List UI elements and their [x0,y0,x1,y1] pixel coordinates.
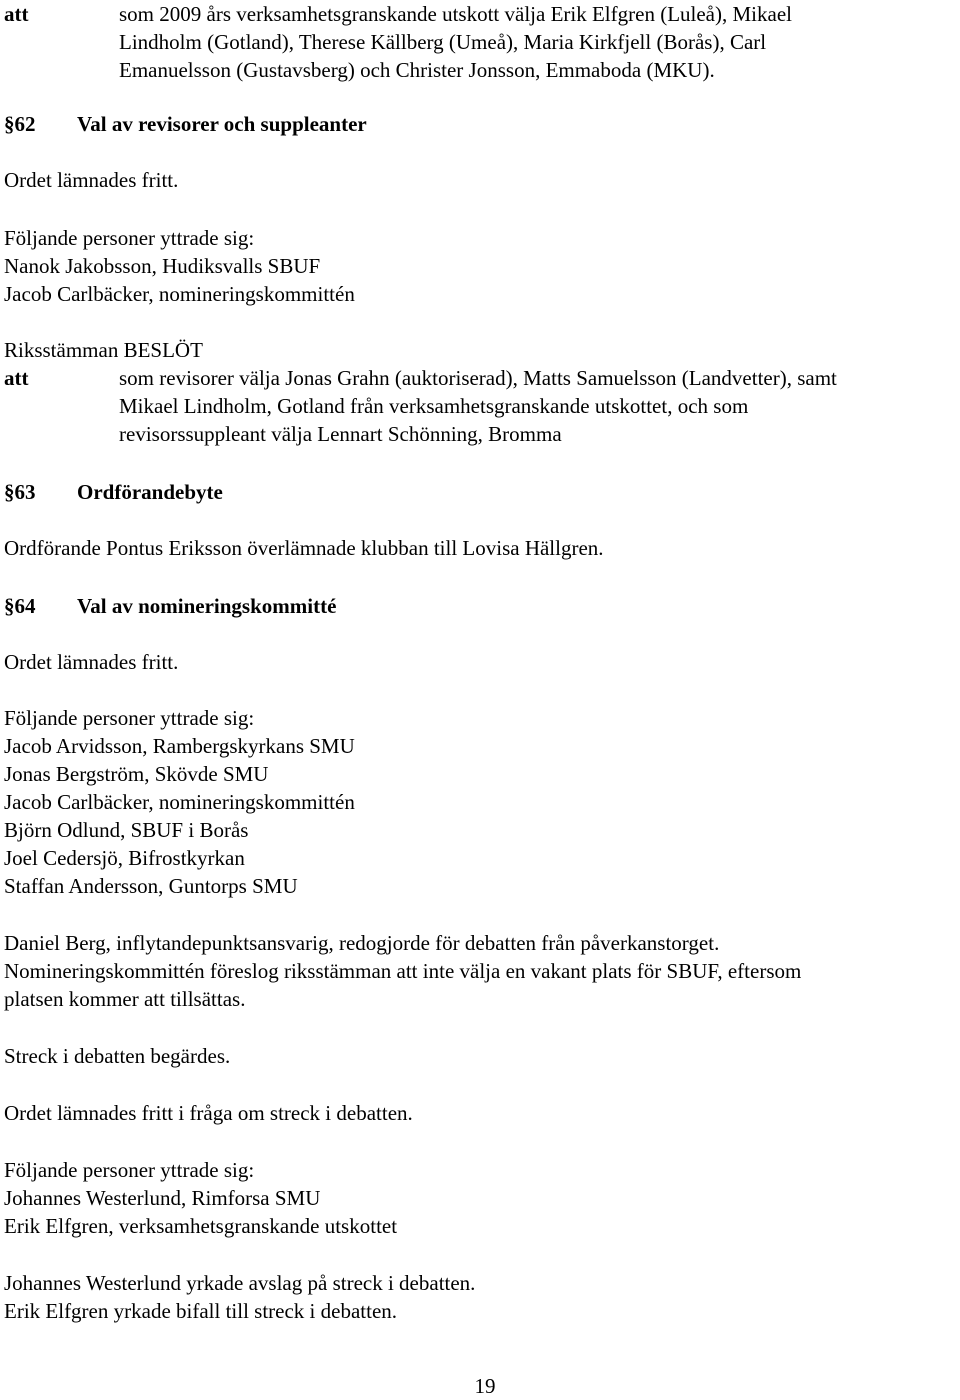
decision-text-line: Emanuelsson (Gustavsberg) och Christer Jonsson, Emmaboda (MKU). [119,58,715,82]
decision-text-line: som revisorer välja Jonas Grahn (auktoriserad), Matts Samuelsson (Landvetter), samt [119,366,837,390]
speaker-item: Jacob Carlbäcker, nomineringskommittén [4,282,355,306]
streck-statement: Streck i debatten begärdes. [4,1044,231,1068]
section-sign: § [4,112,15,136]
speaker-item: Björn Odlund, SBUF i Borås [4,818,249,842]
section-heading-64 [4,592,337,620]
speaker-item: Nanok Jakobsson, Hudiksvalls SBUF [4,254,321,278]
speaker-item: Staffan Andersson, Guntorps SMU [4,874,298,898]
att-label: att [4,2,29,26]
att-label: att [4,366,29,390]
section-heading-62 [4,110,367,138]
section-number: §64 [4,594,36,618]
section-title: Val av nomineringskommitté [77,594,337,618]
decision-heading: Riksstämman BESLÖT [4,338,203,362]
decision-text-line: som 2009 års verksamhetsgranskande utskott välja Erik Elfgren (Luleå), Mikael [119,2,792,26]
section-number: §63 [4,480,36,504]
paragraph: Ordförande Pontus Eriksson överlämnade klubban till Lovisa Hällgren. [4,536,604,560]
speaker-item: Johannes Westerlund, Rimforsa SMU [4,1186,321,1210]
paragraph-line: platsen kommer att tillsättas. [4,987,246,1011]
paragraph-line: Nomineringskommittén föreslog riksstämman att inte välja en vakant plats för SBUF, eftersom [4,959,802,983]
section-heading-63 [4,478,223,506]
speakers-heading: Följande personer yttrade sig: [4,706,255,730]
speaker-item: Joel Cedersjö, Bifrostkyrkan [4,846,245,870]
section-title: Val av revisorer och suppleanter [77,112,367,136]
section-sign: § [4,594,15,618]
section-number: §62 [4,112,36,136]
decision-text-line: Lindholm (Gotland), Therese Källberg (Umeå), Maria Kirkfjell (Borås), Carl [119,30,767,54]
decision-text-line: revisorssuppleant välja Lennart Schönning, Bromma [119,422,562,446]
speaker-item: Jacob Carlbäcker, nomineringskommittén [4,790,355,814]
speakers-heading: Följande personer yttrade sig: [4,226,255,250]
speaker-item: Jacob Arvidsson, Rambergskyrkans SMU [4,734,355,758]
decision-text-line: Mikael Lindholm, Gotland från verksamhetsgranskande utskottet, och som [119,394,749,418]
motion-item: Erik Elfgren yrkade bifall till streck i debatten. [4,1299,398,1323]
section-sign: § [4,480,15,504]
floor-statement: Ordet lämnades fritt. [4,168,179,192]
paragraph-line: Daniel Berg, inflytandepunktsansvarig, redogjorde för debatten från påverkanstorget. [4,931,720,955]
page-number: 19 [474,1374,496,1398]
floor-statement: Ordet lämnades fritt i fråga om streck i debatten. [4,1101,413,1125]
speaker-item: Jonas Bergström, Skövde SMU [4,762,269,786]
floor-statement: Ordet lämnades fritt. [4,650,179,674]
section-title: Ordförandebyte [77,480,223,504]
speaker-item: Erik Elfgren, verksamhetsgranskande utskottet [4,1214,398,1238]
speakers-heading: Följande personer yttrade sig: [4,1158,255,1182]
motion-item: Johannes Westerlund yrkade avslag på streck i debatten. [4,1271,476,1295]
